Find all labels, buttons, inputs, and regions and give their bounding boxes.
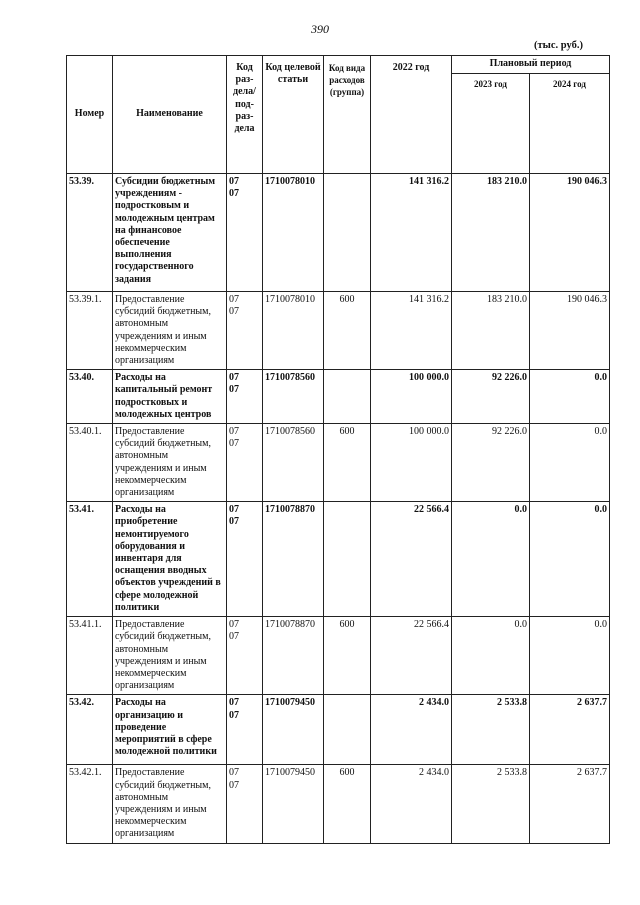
header-year-2022: 2022 год: [371, 56, 452, 174]
row-value-2024: 2 637.7: [530, 695, 610, 765]
row-value-2024: 0.0: [530, 424, 610, 502]
row-section-code: [227, 617, 263, 695]
row-expense-code: 600: [324, 765, 371, 843]
row-subsection: 07: [229, 438, 239, 450]
row-section: 07: [229, 767, 239, 779]
row-number: 53.39.: [67, 174, 113, 292]
row-value-2024: 0.0: [530, 617, 610, 695]
row-expense-code: [324, 174, 371, 292]
row-value-2022: 141 316.2: [371, 292, 452, 370]
row-value-2023: 183 210.0: [452, 174, 530, 292]
page-number: 390: [311, 22, 329, 36]
row-number: 53.40.: [67, 370, 113, 424]
row-expense-code: 600: [324, 424, 371, 502]
row-number: 53.42.1.: [67, 765, 113, 843]
row-subsection: 07: [229, 188, 239, 200]
row-section-code: [227, 424, 263, 502]
row-section: 07: [229, 504, 239, 516]
row-value-2022: 141 316.2: [371, 174, 452, 292]
row-subsection: 07: [229, 631, 239, 643]
table-row: [67, 424, 610, 502]
row-name: Предоставление субсидий бюджетным, автономным учреждениям и иным некоммерческим организациям: [113, 292, 227, 370]
row-value-2023: 92 226.0: [452, 370, 530, 424]
row-target-code: 1710078560: [263, 370, 324, 424]
row-value-2023: 2 533.8: [452, 765, 530, 843]
row-name: Расходы на приобретение немонтируемого оборудования и инвентаря для оснащения вводных объектов учреждений в сфере молодежной политики: [113, 502, 227, 617]
row-name: Субсидии бюджетным учреждениям - подростковым и молодежным центрам на финансовое обеспечение выполнения государственного задания: [113, 174, 227, 292]
row-name: Расходы на организацию и проведение мероприятий в сфере молодежной политики: [113, 695, 227, 765]
row-section: 07: [229, 294, 239, 305]
row-section-code: [227, 695, 263, 765]
header-year-2024: 2024 год: [530, 74, 610, 174]
row-section-code: [227, 292, 263, 370]
row-target-code: 1710078870: [263, 617, 324, 695]
row-number: 53.42.: [67, 695, 113, 765]
row-section-code: [227, 174, 263, 292]
row-number: 53.39.1.: [67, 292, 113, 370]
row-subsection: 07: [229, 779, 239, 791]
header-expense-code: Код вида расходов (группа): [324, 56, 371, 174]
row-expense-code: [324, 370, 371, 424]
row-section-code: [227, 502, 263, 617]
row-value-2023: 0.0: [452, 617, 530, 695]
row-value-2024: 0.0: [530, 370, 610, 424]
row-value-2023: 0.0: [452, 502, 530, 617]
row-number: 53.41.: [67, 502, 113, 617]
row-section: 07: [229, 426, 239, 438]
table-row: [67, 174, 610, 292]
row-expense-code: [324, 695, 371, 765]
row-number: 53.40.1.: [67, 424, 113, 502]
row-number: 53.41.1.: [67, 617, 113, 695]
row-value-2022: 22 566.4: [371, 617, 452, 695]
row-value-2022: 22 566.4: [371, 502, 452, 617]
row-name: Предоставление субсидий бюджетным, автономным учреждениям и иным некоммерческим организациям: [113, 765, 227, 843]
row-section-code: [227, 765, 263, 843]
row-target-code: 1710079450: [263, 765, 324, 843]
row-name: Расходы на капитальный ремонт подростковых и молодежных центров: [113, 370, 227, 424]
row-value-2024: 190 046.3: [530, 174, 610, 292]
row-section-code: [227, 370, 263, 424]
row-target-code: 1710079450: [263, 695, 324, 765]
table-row: [67, 292, 610, 370]
row-section: 07: [229, 697, 239, 709]
row-subsection: 07: [229, 709, 239, 721]
row-target-code: 1710078560: [263, 424, 324, 502]
row-name: Предоставление субсидий бюджетным, автономным учреждениям и иным некоммерческим организациям: [113, 617, 227, 695]
row-value-2023: 183 210.0: [452, 292, 530, 370]
row-section: 07: [229, 619, 239, 631]
row-expense-code: 600: [324, 617, 371, 695]
row-subsection: 07: [229, 306, 239, 318]
row-target-code: 1710078010: [263, 292, 324, 370]
row-value-2022: 2 434.0: [371, 695, 452, 765]
header-name: Наименование: [113, 56, 227, 174]
row-expense-code: 600: [324, 292, 371, 370]
table-row: [67, 695, 610, 765]
row-value-2022: 2 434.0: [371, 765, 452, 843]
row-subsection: 07: [229, 384, 239, 396]
table-row: [67, 370, 610, 424]
row-value-2023: 92 226.0: [452, 424, 530, 502]
row-subsection: 07: [229, 516, 239, 528]
row-value-2022: 100 000.0: [371, 370, 452, 424]
table-body: [67, 174, 610, 844]
header-planned-period: Плановый период: [452, 56, 610, 74]
header-number: Номер: [67, 56, 113, 174]
row-value-2024: 2 637.7: [530, 765, 610, 843]
row-section: 07: [229, 176, 239, 187]
row-value-2024: 190 046.3: [530, 292, 610, 370]
row-value-2024: 0.0: [530, 502, 610, 617]
row-target-code: 1710078870: [263, 502, 324, 617]
row-name: Предоставление субсидий бюджетным, автономным учреждениям и иным некоммерческим организациям: [113, 424, 227, 502]
row-section: 07: [229, 372, 239, 384]
header-target-code: Код целевой статьи: [263, 56, 324, 174]
header-section-code: Код раз-дела/ под-раз-дела: [227, 56, 263, 174]
table-row: [67, 765, 610, 843]
header-year-2023: 2023 год: [452, 74, 530, 174]
row-expense-code: [324, 502, 371, 617]
table-row: [67, 502, 610, 617]
row-value-2022: 100 000.0: [371, 424, 452, 502]
table-row: [67, 617, 610, 695]
row-value-2023: 2 533.8: [452, 695, 530, 765]
row-target-code: 1710078010: [263, 174, 324, 292]
units-label: (тыс. руб.): [534, 40, 583, 51]
budget-table: [66, 55, 610, 844]
